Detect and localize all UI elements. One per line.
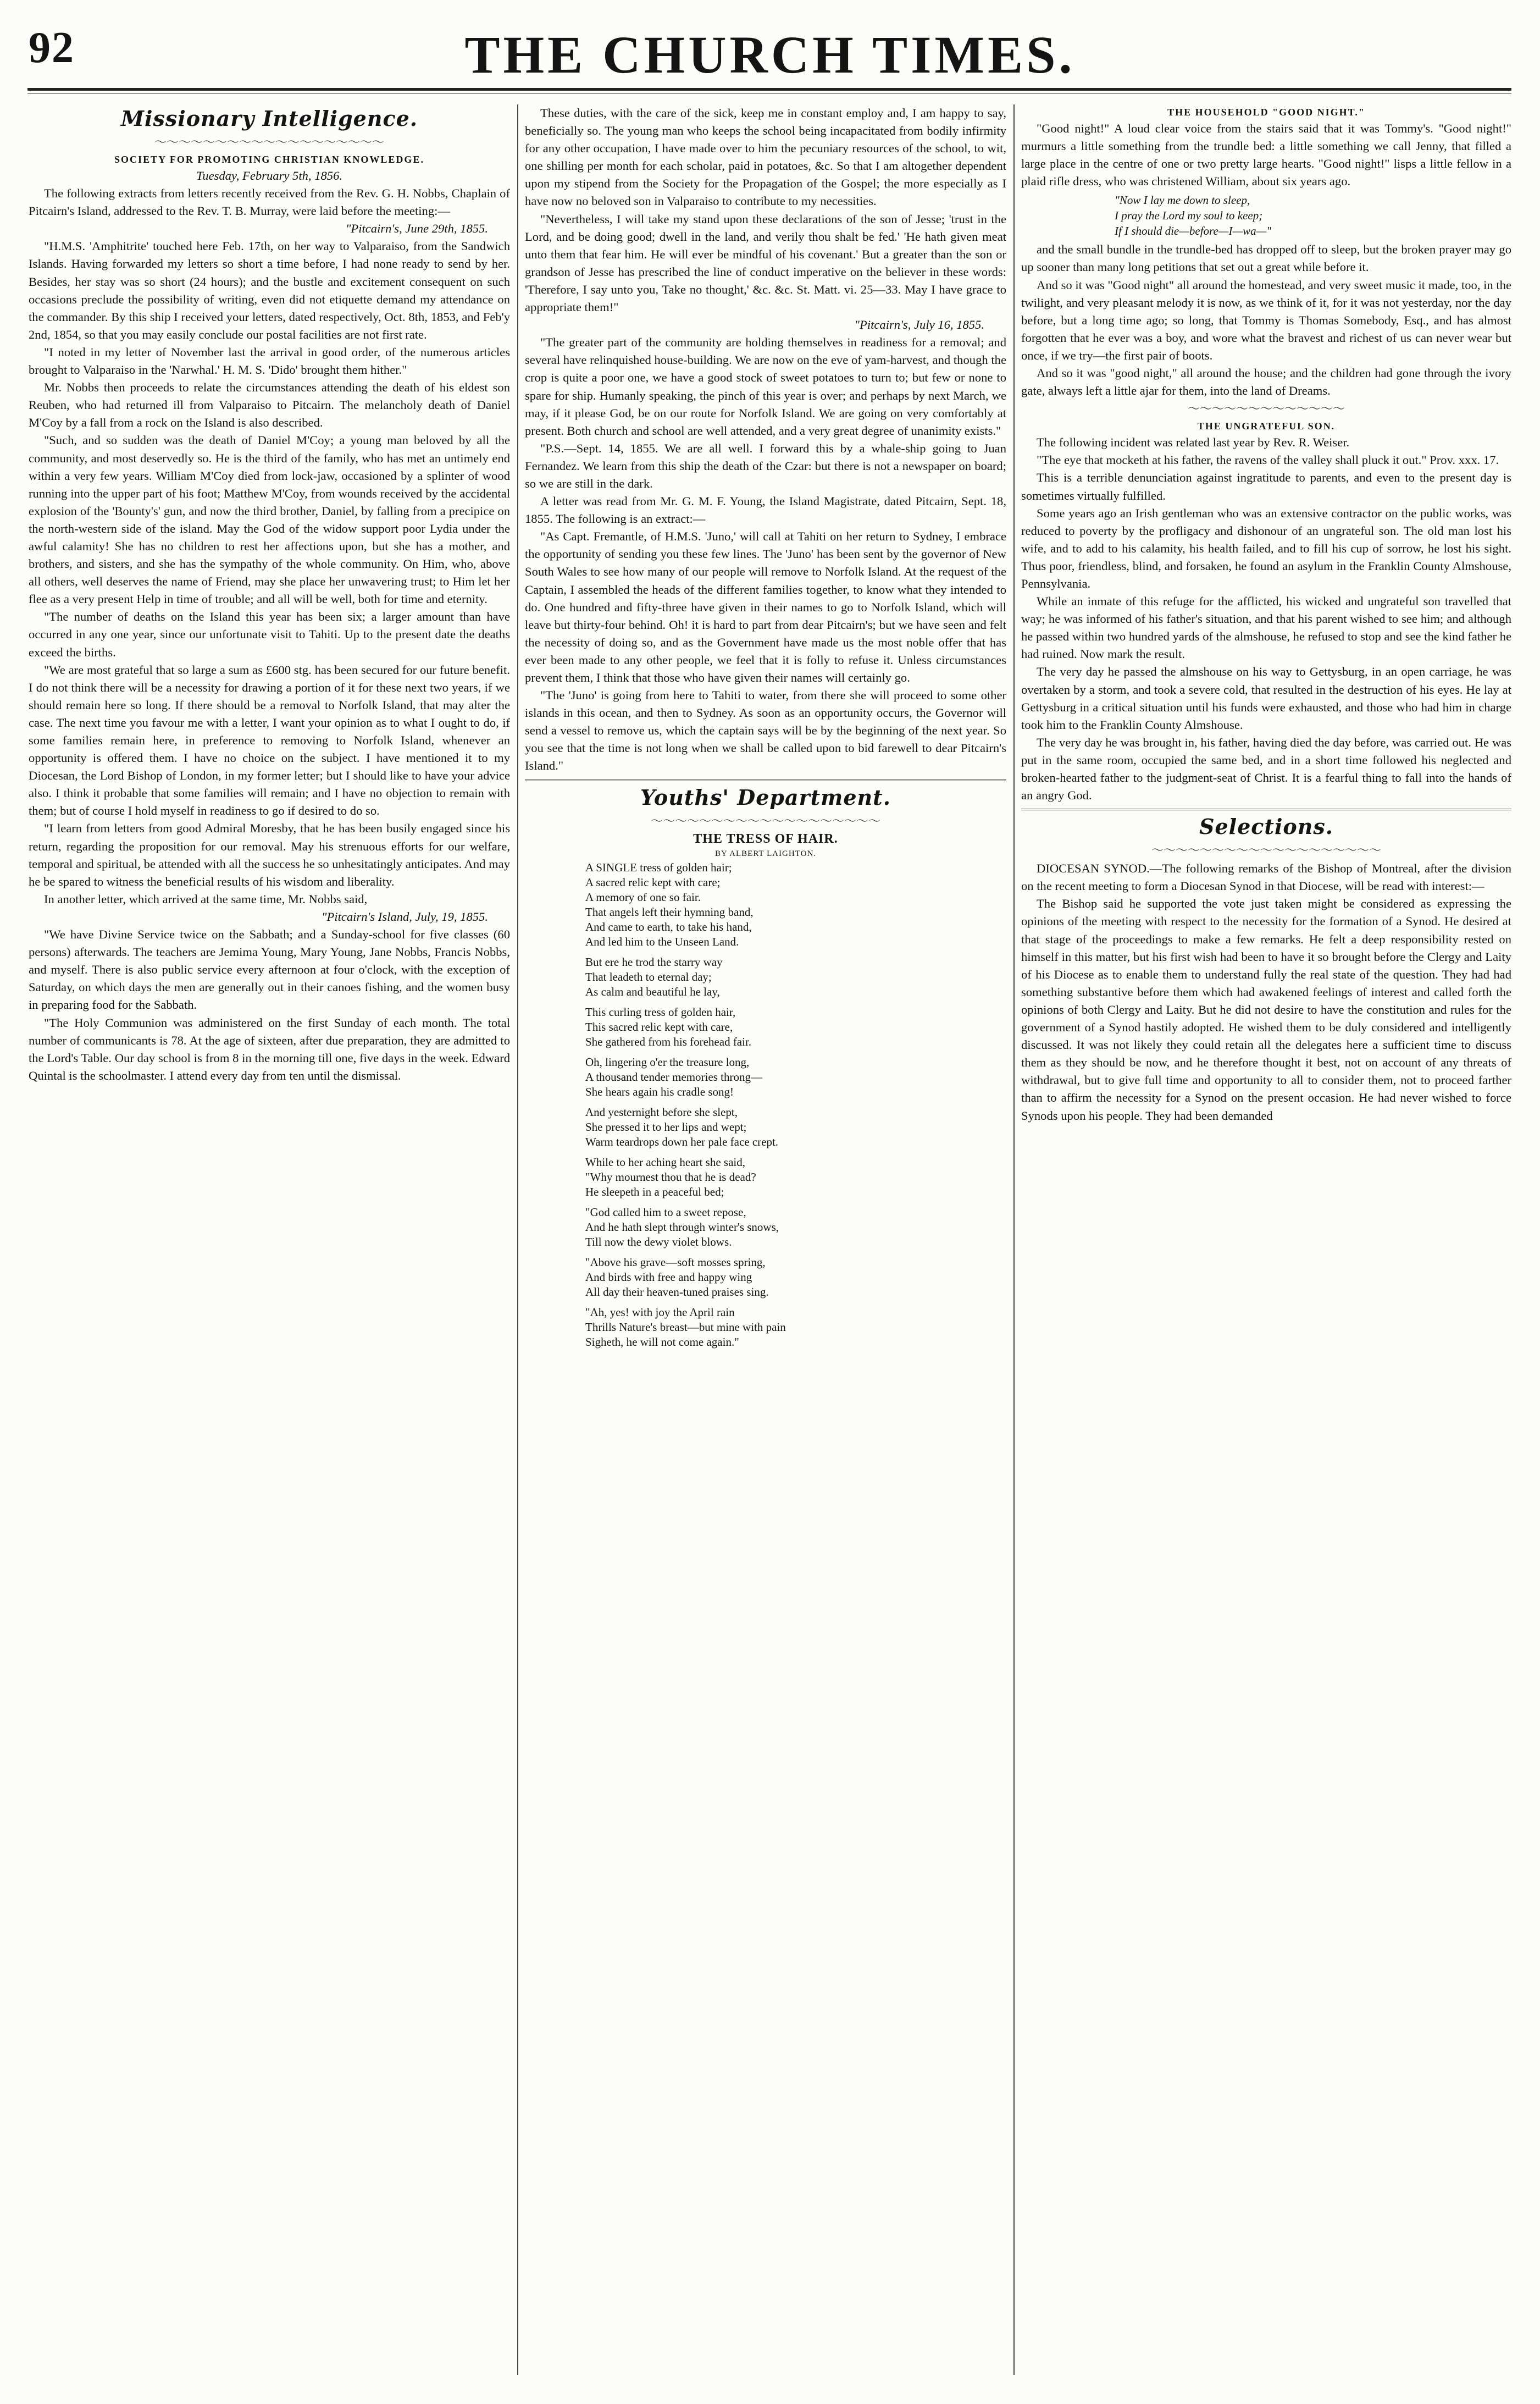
poem-line: Warm teardrops down her pale face crept. xyxy=(585,1135,779,1148)
poem-line: And he hath slept through winter's snows, xyxy=(585,1220,779,1234)
poem-line: "God called him to a sweet repose, xyxy=(585,1205,746,1219)
column-1 xyxy=(29,104,510,2386)
poem-line: "Why mournest thou that he is dead? xyxy=(585,1170,756,1184)
masthead-rule xyxy=(27,88,1511,91)
paragraph: "H.M.S. 'Amphitrite' touched here Feb. 17th, on her way to Valparaiso, from the Sandwich Islands. Having forwarded my letters so short a time before, I had none ready to send by her. Besides, her stay was so short (24 hours); and the bustle and excitement consequent on such occasions preclude the possibility of writing, even did not etiquette demand my attendance on the commander. By this ship I received your letters, dated respectively, Oct. 8th, 1853, and Feb'y 2nd, 1854, so that you may easily conclude our postal facilities are not first rate. xyxy=(29,239,510,341)
poem-stanza xyxy=(585,1305,1006,1350)
paragraph: "The Holy Communion was administered on the first Sunday of each month. The total number of communicants is 78. At the age of sixteen, after due preparation, they are admitted to the Lord's Table. Our day school is from 8 in the morning till one, five days in the week. Edward Quintal is the schoolmaster. I attend every day from ten until the dismissal. xyxy=(29,1015,510,1082)
ornamental-rule: ～～～～～～～～～～～～～～～～～～～ xyxy=(650,814,880,828)
paragraph: The Bishop said he supported the vote just taken might be considered as expressing the opinions of the meeting with respect to the necessity for the formation of a Synod. He desired at that stage of the proceedings to make a few remarks. He felt a deep responsibility rested on himself in this matter, but his first wish had been to have it so brought before the Clergy and Laity of his Diocese as to enable them to understand fully the real state of the question. They had had something substantive before them which had awakened feelings of interest and called forth the opinions of both Clergy and Laity. But he did not desire to have the constitution and rules for the government of a Synod hastily adopted. He wished them to be duly considered and intelligently discussed. It was not likely they could retain all the delegates here a sufficient time to discuss them as they should be now, and he therefore thought it best, not on account of any threats of withdrawal, but to give full time and opportunity to all to consider them, not to proceed farther than to affirm the necessity for a Synod on the present occasion. He had never wished to force Synods upon his people. They had been demanded xyxy=(1021,897,1511,1123)
story-title-good-night: THE HOUSEHOLD "GOOD NIGHT." xyxy=(1167,107,1365,118)
paragraph: The following incident was related last year by Rev. R. Weiser. xyxy=(1037,435,1350,450)
poem-stanza xyxy=(585,1255,1006,1300)
poem-line: Till now the dewy violet blows. xyxy=(585,1235,732,1248)
section-heading-youths: Youths' Department. xyxy=(640,784,891,810)
poem-line: She pressed it to her lips and wept; xyxy=(585,1120,747,1134)
poem-line: This curling tress of golden hair, xyxy=(585,1005,736,1019)
prayer-verse xyxy=(1115,192,1511,239)
poem-stanza xyxy=(585,1105,1006,1150)
verse-line: "Now I lay me down to sleep, xyxy=(1115,194,1250,207)
column-divider xyxy=(517,104,518,2375)
poem-line: But ere he trod the starry way xyxy=(585,955,723,969)
poem-line: And came to earth, to take his hand, xyxy=(585,920,752,933)
page-number: 92 xyxy=(29,24,75,72)
paragraph: "P.S.—Sept. 14, 1855. We are all well. I forward this by a whale-ship going to Juan Fernandez. We learn from this ship the death of the Czar: but there is not a newspaper on board; so we are still in the dark. xyxy=(525,441,1006,490)
paragraph: And so it was "good night," all around the house; and the children had gone through the ivory gate, always left a little ajar for them, into the land of Dreams. xyxy=(1021,366,1511,398)
paragraph: "The eye that mocketh at his father, the ravens of the valley shall pluck it out." Prov. xxx. 17. xyxy=(1037,453,1499,467)
poem-stanza xyxy=(585,1055,1006,1099)
poem-line: All day their heaven-tuned praises sing. xyxy=(585,1285,769,1298)
paragraph: "I learn from letters from good Admiral Moresby, that he has been busily engaged since his return, regarding the proposition for our removal. May his strenuous efforts for our welfare, temporal and spiritual, be attended with all the success he so unhesitatingly anticipates. And may he be spared to witness the beneficial results of his wisdom and liberality. xyxy=(29,821,510,888)
poem-title: THE TRESS OF HAIR. xyxy=(693,831,838,846)
poem-line: This sacred relic kept with care, xyxy=(585,1020,733,1034)
poem-stanza xyxy=(585,1205,1006,1250)
ornamental-rule: ～～～～～～～～～～～～～～～～～～～ xyxy=(154,135,384,149)
poem-stanza xyxy=(585,860,1006,949)
society-heading: SOCIETY FOR PROMOTING CHRISTIAN KNOWLEDGE. xyxy=(114,154,424,165)
poem-line: While to her aching heart she said, xyxy=(585,1155,745,1169)
paragraph: "The greater part of the community are holding themselves in readiness for a removal; and several have relinquished house-building. We are now on the eve of yam-harvest, and though the crop is quite a poor one, we have a good stock of sweet potatoes to turn to; but few or none to spare for ship. Humanly speaking, the pinch of this year is over; and perhaps by next March, we may, if it please God, be on our route for Norfolk Island. We are going on very comfortably at present. Both church and school are well attended, and a very great degree of unanimity exists." xyxy=(525,335,1006,438)
paragraph: Mr. Nobbs then proceeds to relate the circumstances attending the death of his eldest son Reuben, who had returned ill from Valparaiso to Pitcairn. The melancholy death of Daniel M'Coy by a fall from a rock on the Island is also described. xyxy=(29,380,510,430)
paragraph: DIOCESAN SYNOD.—The following remarks of the Bishop of Montreal, after the division on the recent meeting to form a Diocesan Synod in that Diocese, will be read with interest:— xyxy=(1021,861,1511,893)
paragraph: "We have Divine Service twice on the Sabbath; and a Sunday-school for five classes (60 persons) afterwards. The teachers are Jemima Young, Mary Young, Jane Nobbs, Francis Nobbs, and myself. There is also public service every afternoon at four o'clock, with the exception of Saturday, on which days the men are generally out in their canoes fishing, and the women busy in preparing food for the Sabbath. xyxy=(29,927,510,1012)
paragraph: "The number of deaths on the Island this year has been six; a larger amount than have occurred in any one year, since our unfortunate visit to Tahiti. Up to the present date the deaths exceed the births. xyxy=(29,610,510,659)
paragraph: "Such, and so sudden was the death of Daniel M'Coy; a young man beloved by all the community, and most deservedly so. He is the third of the family, who has met an untimely end within a very few years. William M'Coy died from lock-jaw, occasioned by a splinter of wood running into the upper part of his foot; Matthew M'Coy, from wounds received by the accidental explosion of the 'Bounty's' gun, and now the third brother, Daniel, by falling from a precipice on the north-western side of the island. May the God of the widow support poor Lydia under the awful calamity! She has no children to rest her affections upon, but she has a mother, and brothers, and sisters, and she has the sympathy of the whole community. On Him, who, above all others, well deserves the name of Friend, may she place her unwavering trust; to Him let her flee as a very present Help in time of trouble; and all will be well, both for time and eternity. xyxy=(29,433,510,606)
paragraph: The very day he was brought in, his father, having died the day before, was carried out. He was put in the same room, occupied the same bed, and in a short time followed his neglected and broken-hearted father to the judgment-seat of Christ. It is a fearful thing to fall into the hands of an angry God. xyxy=(1021,735,1511,803)
paragraph: "Pitcairn's, June 29th, 1855. xyxy=(345,222,488,236)
poem-line: That leadeth to eternal day; xyxy=(585,970,712,983)
poem-stanza xyxy=(585,955,1006,999)
poem-stanza xyxy=(585,1005,1006,1049)
verse-line: I pray the Lord my soul to keep; xyxy=(1115,209,1263,223)
story-title-ungrateful-son: THE UNGRATEFUL SON. xyxy=(1197,421,1336,432)
paragraph: These duties, with the care of the sick, keep me in constant employ and, I am happy to say, beneficially so. The young man who keeps the school being incapacitated from bodily infirmity for any other occupation, I have made over to him the pecuniary resources of the school, to wit, one shilling per month for each scholar, paid in potatoes, &c. So that I am altogether dependent upon my stipend from the Society for the Propagation of the Gospel; the more especially as I have now no beloved son in Valparaiso to contribute to my necessities. xyxy=(525,106,1006,208)
paragraph: "We are most grateful that so large a sum as £600 stg. has been secured for our future benefit. I do not think there will be a necessity for drawing a portion of it for these next two years, if we should remain here so long. If there should be a removal to Norfolk Island, that may alter the case. The next time you favour me with a letter, I want your opinion as to what I ought to do, if some families remain here, in preference to removing to Norfolk Island, whenever an opportunity is offered them. I have no choice on the subject. I have mentioned it to my Diocesan, the Lord Bishop of London, in my former letter; but I should like to have your advice also. I think it probable that some families will remain; and I have no objection to remain with them; but of course I hold myself in readiness to go if desired to do so. xyxy=(29,662,510,818)
poem-byline: BY ALBERT LAIGHTON. xyxy=(714,849,817,858)
poem-line: "Above his grave—soft mosses spring, xyxy=(585,1255,766,1269)
paragraph: "The 'Juno' is going from here to Tahiti to water, from there she will proceed to some other islands in this ocean, and then to Sydney. As soon as an opportunity occurs, the Governor will send a vessel to remove us, which the captain says will be by the beginning of the next year. So you see that the time is not long when we shall be called upon to bid farewell to dear Pitcairn's Island." xyxy=(525,688,1006,773)
poem-line: A sacred relic kept with care; xyxy=(585,875,721,889)
selections-body xyxy=(1021,860,1511,1124)
poem-line: And yesternight before she slept, xyxy=(585,1105,738,1119)
paragraph: "Pitcairn's, July 16, 1855. xyxy=(854,318,984,332)
poem-line: And birds with free and happy wing xyxy=(585,1270,752,1284)
poem-line: As calm and beautiful he lay, xyxy=(585,985,720,998)
verse-line: If I should die—before—I—wa—" xyxy=(1115,224,1272,238)
paragraph: This is a terrible denunciation against ingratitude to parents, and even to the present day is sometimes virtually fulfilled. xyxy=(1021,471,1511,502)
paragraph: In another letter, which arrived at the same time, Mr. Nobbs said, xyxy=(44,892,368,906)
poem-line: And led him to the Unseen Land. xyxy=(585,935,739,948)
poem-line: A SINGLE tress of golden hair; xyxy=(585,860,732,874)
paragraph: "Good night!" A loud clear voice from the stairs said that it was Tommy's. "Good night!" murmurs a little something from the trundle bed: a little something we call Jenny, that filled a large place in the centre of one or two pretty large hearts. "Good night!" lisps a little fellow in a plaid rifle dress, who was christened William, about six years ago. xyxy=(1021,121,1511,189)
poem-line: A memory of one so fair. xyxy=(585,890,701,904)
paragraph: "Nevertheless, I will take my stand upon these declarations of the son of Jesse; 'trust in the Lord, and be doing good; dwell in the land, and verily thou shalt be fed.' 'He hath given meat unto them that fear him. He will ever be mindful of his covenant.' But a greater than the son or grandson of Jesse has prescribed the line of conduct imperative on the believer in these words: 'Therefore, I say unto you, Take no thought,' &c. &c. St. Matt. vi. 25—33. May I have grace to appropriate them!" xyxy=(525,212,1006,314)
paragraph: "Pitcairn's Island, July, 19, 1855. xyxy=(322,909,488,924)
section-heading-missionary: Missionary Intelligence. xyxy=(120,106,418,131)
paragraph: A letter was read from Mr. G. M. F. Young, the Island Magistrate, dated Pitcairn, Sept. 18, 1855. The following is an extract:— xyxy=(525,494,1006,526)
paragraph: The following extracts from letters recently received from the Rev. G. H. Nobbs, Chaplain of Pitcairn's Island, addressed to the Rev. T. B. Murray, were laid before the meeting:— xyxy=(29,186,510,218)
masthead xyxy=(0,0,1540,96)
column-1-body xyxy=(29,185,510,1085)
masthead-rule-thin xyxy=(27,93,1511,94)
ornamental-rule: ～～～～～～～～～～～～～ xyxy=(1187,402,1345,416)
section-rule xyxy=(525,780,1006,781)
ornamental-rule: ～～～～～～～～～～～～～～～～～～～ xyxy=(1151,843,1381,858)
poem-line: She hears again his cradle song! xyxy=(585,1085,734,1098)
column-3 xyxy=(1021,104,1511,2386)
poem-line: Thrills Nature's breast—but mine with pain xyxy=(585,1320,786,1334)
story-good-night-body xyxy=(1021,120,1511,190)
poem-stanza xyxy=(585,1155,1006,1200)
story-good-night-body-cont xyxy=(1021,241,1511,400)
column-divider xyxy=(1013,104,1015,2375)
poem-line: She gathered from his forehead fair. xyxy=(585,1035,752,1048)
poem-line: Oh, lingering o'er the treasure long, xyxy=(585,1055,750,1069)
meeting-date: Tuesday, February 5th, 1856. xyxy=(196,169,343,183)
paragraph: While an inmate of this refuge for the afflicted, his wicked and ungrateful son travelled that way; he was informed of his father's situation, and that his parent wished to see him; and although he passed within two hundred yards of the almshouse, he refused to stop and see the kind father he had ruined. Now mark the result. xyxy=(1021,594,1511,661)
poem-line: That angels left their hymning band, xyxy=(585,905,754,919)
poem-line: A thousand tender memories throng— xyxy=(585,1070,762,1084)
newspaper-title: THE CHURCH TIMES. xyxy=(464,25,1076,84)
poem-line: "Ah, yes! with joy the April rain xyxy=(585,1305,735,1319)
poem-line: Sigheth, he will not come again." xyxy=(585,1335,739,1349)
paragraph: And so it was "Good night" all around the homestead, and very sweet music it made, too, in the twilight, and very pleasant melody it is now, as we think of it, for it was not yesterday, nor the day before, but a long time ago; so long, that Tommy is Thomas Somebody, Esq., and has almost forgotten that he ever was a boy, and wore what the bravest and richest of us can never wear but once, if we try—the first pair of boots. xyxy=(1021,278,1511,362)
paragraph: The very day he passed the almshouse on his way to Gettysburg, in an open carriage, he was overtaken by a storm, and took a severe cold, that resulted in the destruction of his eyes. He lay at Gettysburg in a critical situation until his funds were exhausted, and those who had him in charge took him to the Franklin County Almshouse. xyxy=(1021,665,1511,732)
section-rule xyxy=(1021,809,1511,810)
paragraph: "I noted in my letter of November last the arrival in good order, of the numerous articles brought to Valparaiso in the 'Narwhal.' H. M. S. 'Dido' brought them hither." xyxy=(29,345,510,377)
story-ungrateful-son-body xyxy=(1021,434,1511,804)
section-heading-selections: Selections. xyxy=(1199,814,1333,839)
paragraph: Some years ago an Irish gentleman who was an extensive contractor on the public works, was reduced to poverty by the profligacy and dishonour of an ungrateful son. The old man lost his wife, and to add to his calamity, his health failed, and to fill his cup of sorrow, he lost his sight. Thus poor, friendless, blind, and forsaken, he found an asylum in the Franklin County Almshouse, Pennsylvania. xyxy=(1021,506,1511,590)
poem-line: He sleepeth in a peaceful bed; xyxy=(585,1185,724,1198)
column-2 xyxy=(525,104,1006,2386)
paragraph: and the small bundle in the trundle-bed has dropped off to sleep, but the broken prayer may go up sooner than many long petitions that set out a great while before it. xyxy=(1021,242,1511,274)
column-2-body xyxy=(525,104,1006,775)
poem xyxy=(525,860,1006,1350)
paragraph: "As Capt. Fremantle, of H.M.S. 'Juno,' will call at Tahiti on her return to Sydney, I embrace the opportunity of sending you these few lines. The 'Juno' has been sent by the governor of New South Wales to see how many of our people will remove to Norfolk Island. At the request of the Captain, I assembled the heads of the different families together, to know what they intended to do. One hundred and fifty-three have given in their names to go to Norfolk Island, which will leave but thirty-four behind. Oh! it is hard to part from dear Pitcairn's; but we have seen and felt the necessity of doing so, and as the Government have made us the most noble offer that has ever been made to any other people, we feel that it is folly to refuse it. Unless circumstances prevent them, I think that those who have given their names will certainly go. xyxy=(525,529,1006,684)
